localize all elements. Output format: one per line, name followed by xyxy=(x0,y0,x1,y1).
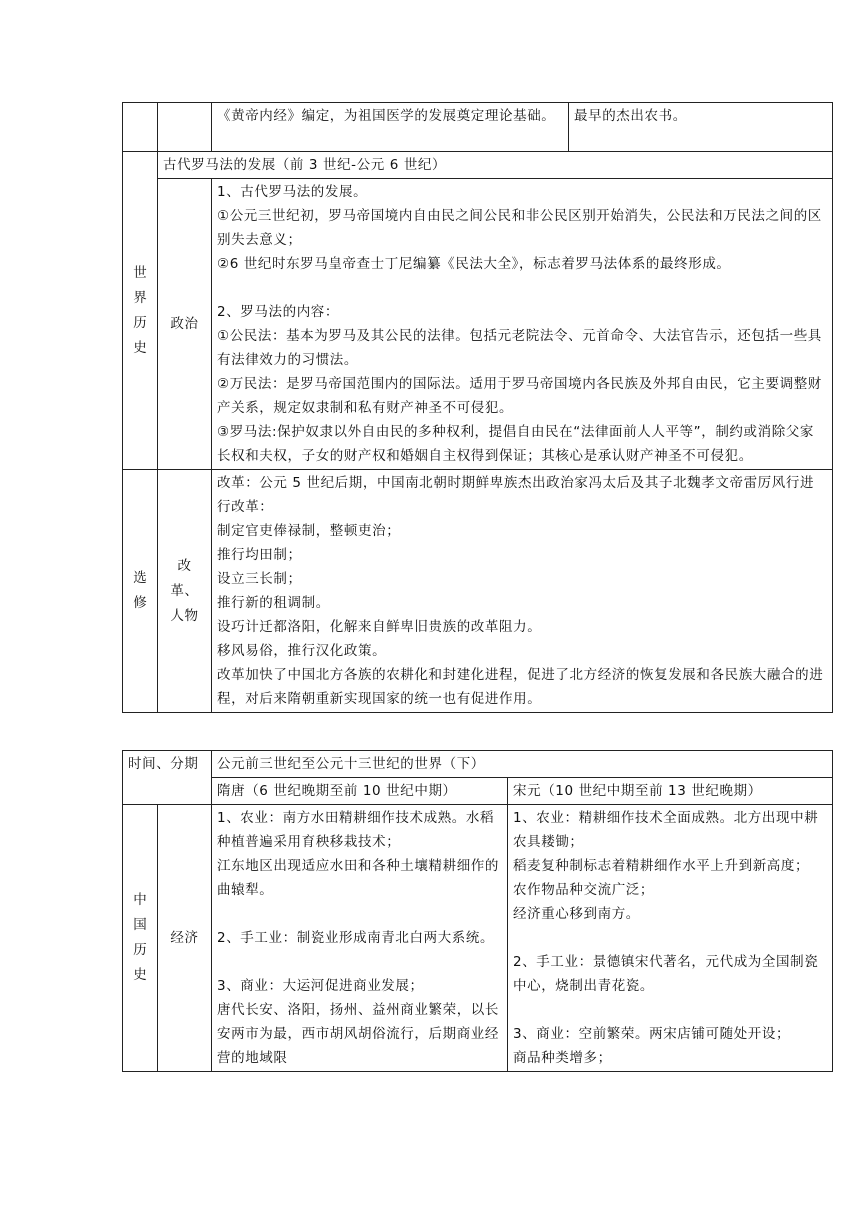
content-line: 改革：公元 5 世纪后期，中国南北朝时期鲜卑族杰出政治家冯太后及其子北魏孝文帝雷厉风行进行改革： xyxy=(217,475,815,515)
content-line: ①公民法：基本为罗马及其公民的法律。包括元老院法令、元首命令、大法官告示，还包括一些具有法律效力的习惯法。 xyxy=(217,328,822,368)
content-line: 改革加快了中国北方各族的农耕化和封建化进程，促进了北方经济的恢复发展和各民族大融合的进程，对后来隋朝重新实现国家的统一也有促进作用。 xyxy=(217,667,824,707)
content-line: 2、罗马法的内容： xyxy=(217,304,339,320)
blank-line xyxy=(217,276,827,300)
blank-line xyxy=(513,998,827,1022)
empty-cell xyxy=(158,103,212,152)
reform-content xyxy=(212,470,833,713)
continued-text-cell: 《黄帝内经》编定，为祖国医学的发展奠定理论基础。 xyxy=(212,103,569,152)
content-line: 唐代长安、洛阳，扬州、益州商业繁荣，以长安两市为最，西市胡风胡俗流行，后期商业经营的地域限 xyxy=(217,1002,499,1066)
content-line: 稻麦复种制标志着精耕细作水平上升到新高度； xyxy=(513,858,810,874)
content-line: ①公元三世纪初，罗马帝国境内自由民之间公民和非公民区别开始消失，公民法和万民法之间的区别失去意义； xyxy=(217,208,822,248)
section-label-china-history xyxy=(123,805,158,1072)
section-title: 古代罗马法的发展（前 3 世纪-公元 6 世纪） xyxy=(158,152,833,179)
blank-line xyxy=(513,926,827,950)
content-line: 推行均田制； xyxy=(217,547,302,563)
category-economy: 经济 xyxy=(158,805,212,1072)
table-row-world-title xyxy=(123,152,833,179)
blank-line xyxy=(217,950,502,974)
table-title: 公元前三世纪至公元十三世纪的世界（下） xyxy=(212,751,833,778)
content-line: 设巧计迁都洛阳，化解来自鲜卑旧贵族的改革阻力。 xyxy=(217,619,542,635)
content-line: 商品种类增多； xyxy=(513,1050,612,1066)
section-label-text: 选修 xyxy=(133,570,148,611)
table-row-world-politics xyxy=(123,179,833,470)
empty-cell xyxy=(123,103,158,152)
content-line: 2、手工业：景德镇宋代著名，元代成为全国制瓷中心，烧制出青花瓷。 xyxy=(513,954,819,994)
history-table-upper xyxy=(122,102,833,713)
content-line: 移风易俗，推行汉化政策。 xyxy=(217,643,387,659)
roman-law-content xyxy=(212,179,833,470)
history-table-lower xyxy=(122,750,833,1072)
content-line: 设立三长制； xyxy=(217,571,302,587)
table-row-header-columns xyxy=(123,778,833,805)
sui-tang-economy-content xyxy=(212,805,508,1072)
column-header-song-yuan: 宋元（10 世纪中期至前 13 世纪晚期） xyxy=(508,778,833,805)
table-row-continuation xyxy=(123,103,833,152)
section-label-elective xyxy=(123,470,158,713)
content-line: 农作物品种交流广泛； xyxy=(513,882,654,898)
song-yuan-economy-content xyxy=(508,805,833,1072)
column-header-sui-tang: 隋唐（6 世纪晚期至前 10 世纪中期） xyxy=(212,778,508,805)
content-line: ③罗马法:保护奴隶以外自由民的多种权利，提倡自由民在“法律面前人人平等”，制约或消除父家长权和夫权，子女的财产权和婚姻自主权得到保证；其核心是承认财产神圣不可侵犯。 xyxy=(217,424,815,464)
table-row-china-economy xyxy=(123,805,833,1072)
section-label-text: 中国历史 xyxy=(133,892,148,983)
blank-line xyxy=(217,902,502,926)
category-text: 改革、人物 xyxy=(170,557,199,624)
content-line: 1、古代罗马法的发展。 xyxy=(217,184,368,200)
content-line: 推行新的租调制。 xyxy=(217,595,330,611)
table-row-elective xyxy=(123,470,833,713)
category-politics: 政治 xyxy=(158,179,212,470)
section-label-world-history xyxy=(123,152,158,470)
content-line: ②万民法：是罗马帝国范围内的国际法。适用于罗马帝国境内各民族及外邦自由民，它主要调整财产关系，规定奴隶制和私有财产神圣不可侵犯。 xyxy=(217,376,822,416)
continued-text-cell: 最早的杰出农书。 xyxy=(569,103,833,152)
content-line: 3、商业：大运河促进商业发展； xyxy=(217,978,424,994)
section-label-text: 世界历史 xyxy=(133,264,148,356)
content-line: 3、商业：空前繁荣。两宋店铺可随处开设； xyxy=(513,1026,791,1042)
table-row-header-title xyxy=(123,751,833,778)
content-line: 江东地区出现适应水田和各种土壤精耕细作的曲辕犁。 xyxy=(217,858,499,898)
content-line: 经济重心移到南方。 xyxy=(513,906,640,922)
content-line: 制定官吏俸禄制，整顿吏治； xyxy=(217,523,401,539)
content-line: 1、农业：南方水田精耕细作技术成熟。水稻种植普遍采用育秧移栽技术； xyxy=(217,810,495,850)
content-line: 1、农业：精耕细作技术全面成熟。北方出现中耕农具耧锄； xyxy=(513,810,819,850)
category-reform-people xyxy=(158,470,212,713)
period-label: 时间、分期 xyxy=(123,751,212,805)
content-line: ②6 世纪时东罗马皇帝查士丁尼编纂《民法大全》，标志着罗马法体系的最终形成。 xyxy=(217,256,731,272)
content-line: 2、手工业：制瓷业形成南青北白两大系统。 xyxy=(217,930,495,946)
